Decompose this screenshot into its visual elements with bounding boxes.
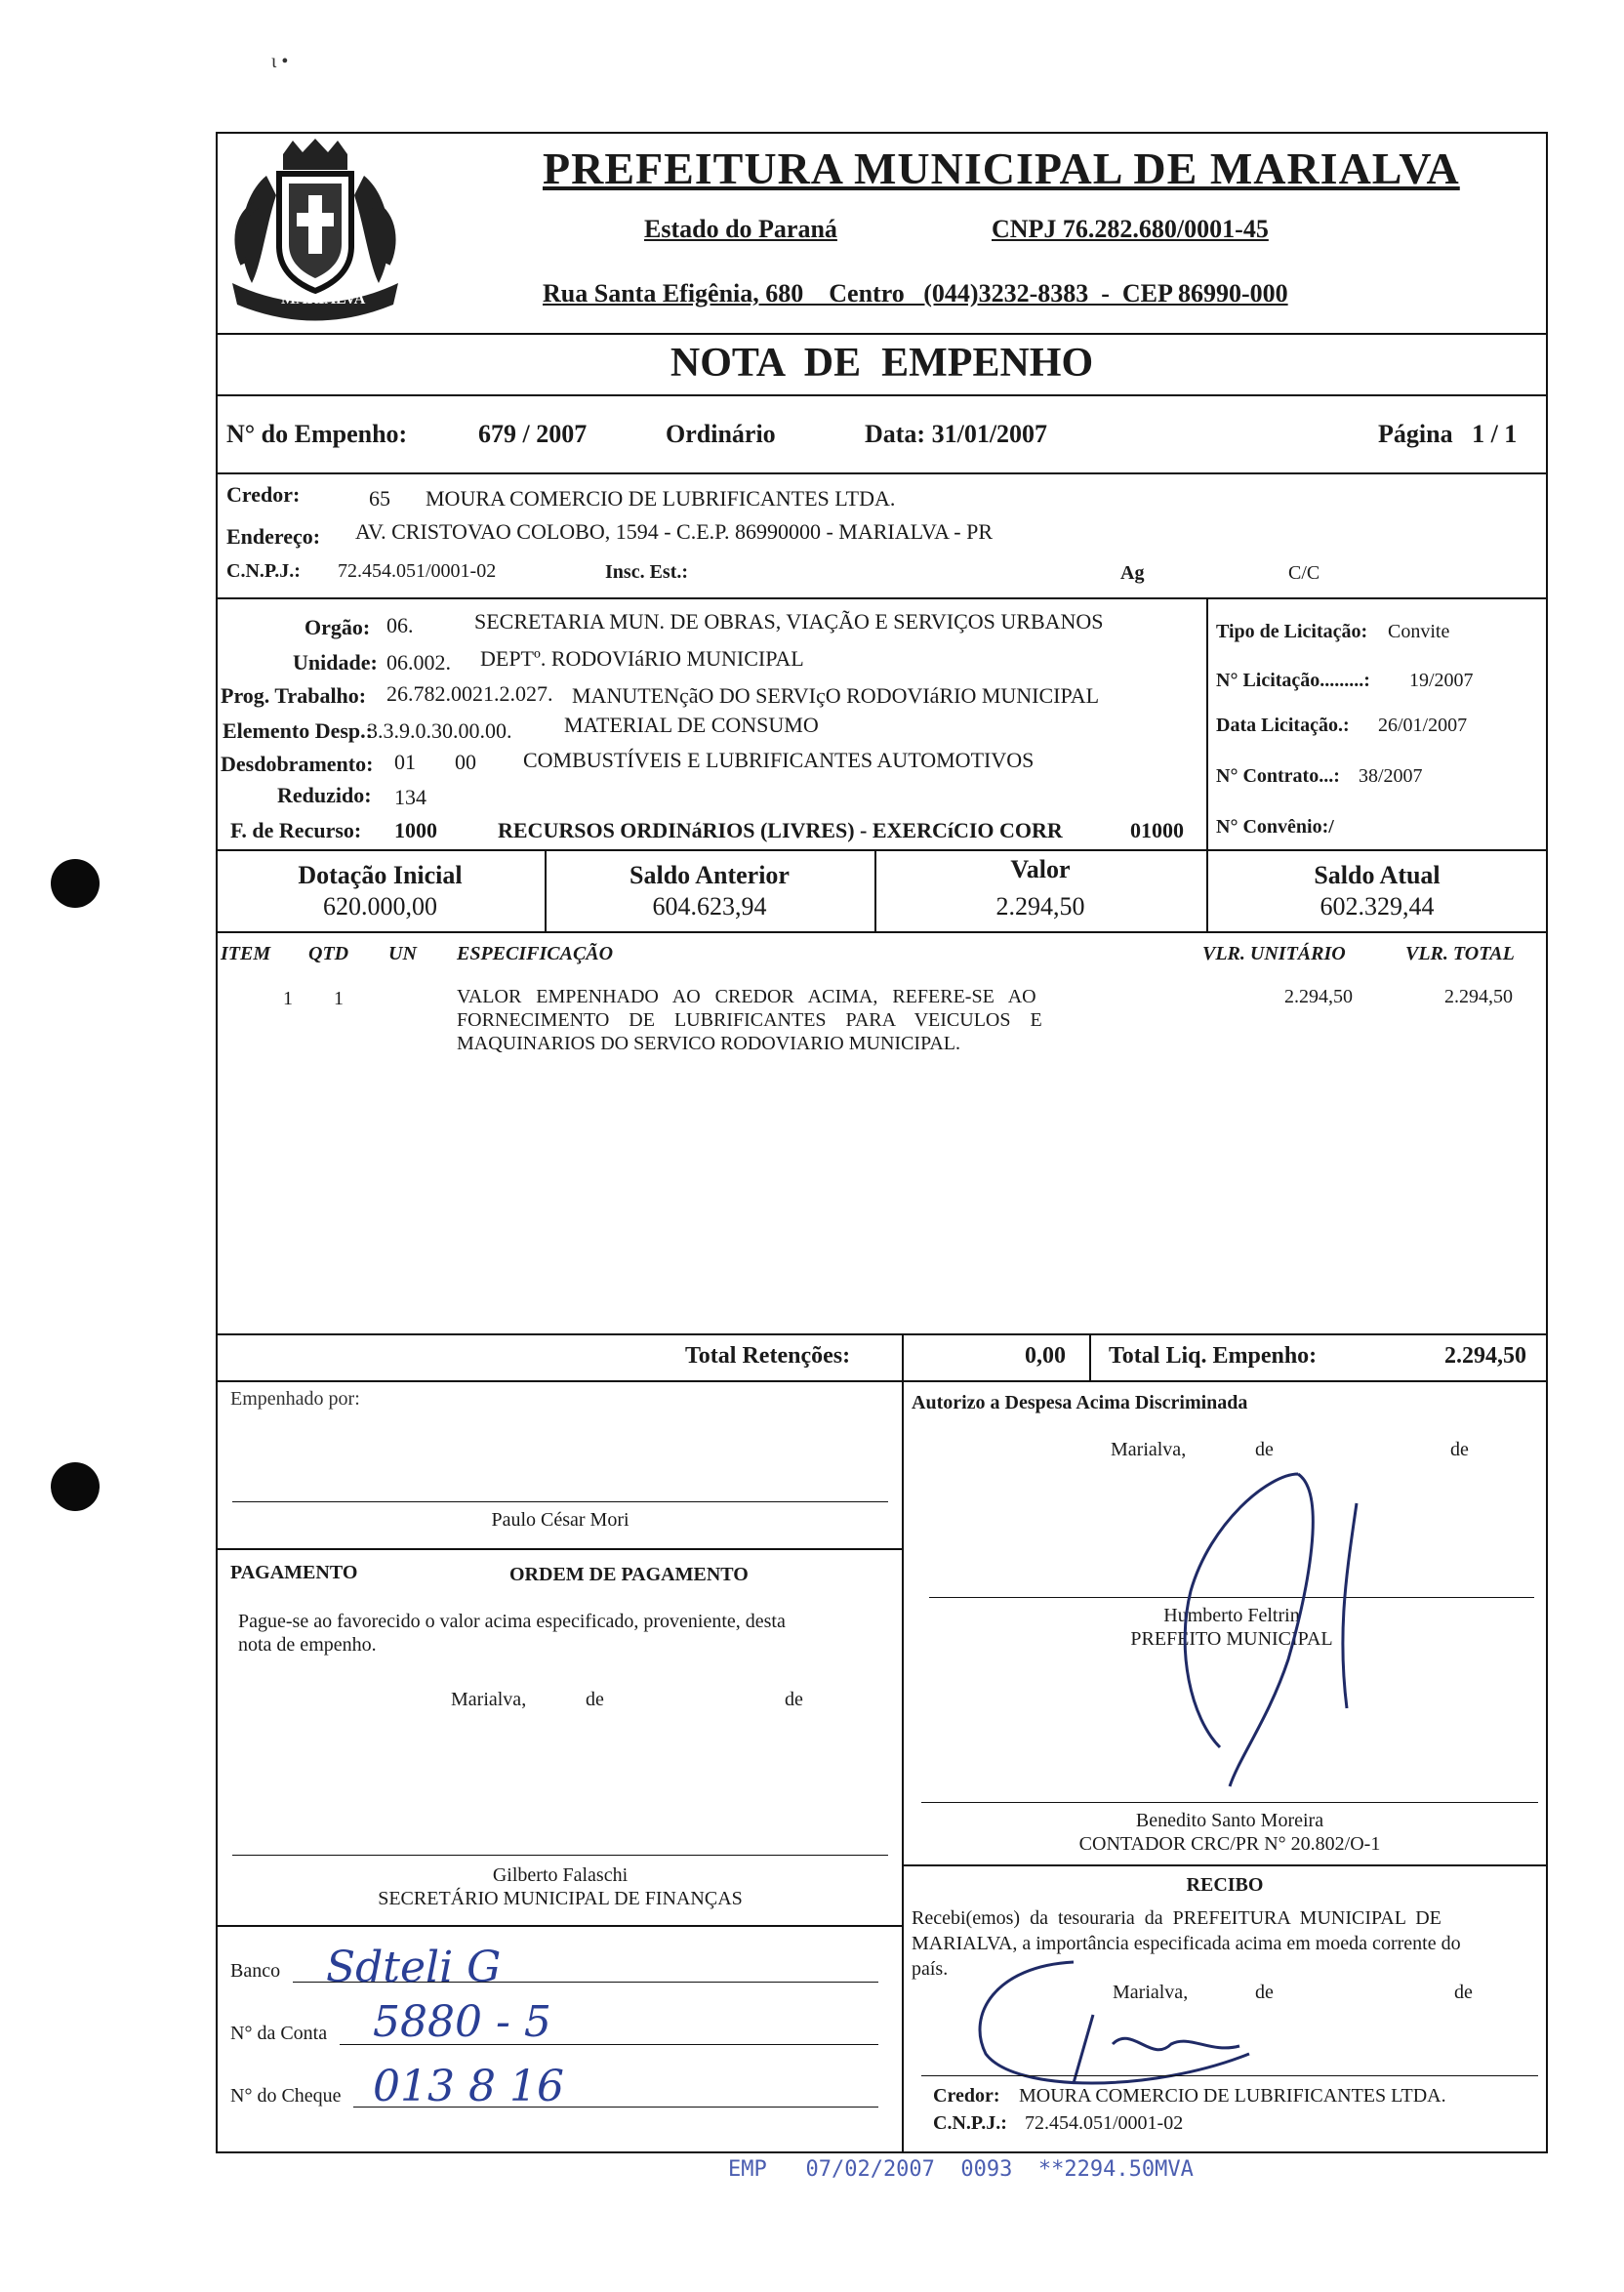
autorizo-de-1: de — [1255, 1439, 1274, 1460]
saldo-atual-label: Saldo Atual — [1314, 861, 1441, 889]
recurso-label: F. de Recurso: — [230, 818, 362, 842]
recibo-place: Marialva, — [1113, 1982, 1189, 2003]
convenio-label: N° Convênio:/ — [1216, 816, 1334, 838]
recurso-desc: RECURSOS ORDINáRIOS (LIVRES) - EXERCíCIO CORR — [498, 818, 1063, 842]
divider — [216, 849, 1548, 851]
elemento-label: Elemento Desp.: — [223, 718, 373, 743]
item-total-value: 2.294,50 — [1444, 986, 1513, 1007]
credor-label: Credor: — [226, 482, 301, 507]
recibo-signature — [956, 1956, 1308, 2093]
autorizo-place: Marialva, — [1111, 1439, 1187, 1460]
saldo-atual-value: 602.329,44 — [1320, 892, 1435, 921]
dotacao-inicial-label: Dotação Inicial — [298, 861, 463, 889]
prog-trabalho-code: 26.782.0021.2.027. — [386, 681, 553, 706]
orgao-desc: SECRETARIA MUN. DE OBRAS, VIAÇÃO E SERVIÇOS URBANOS — [474, 609, 1104, 634]
credor-cnpj-label: C.N.P.J.: — [226, 560, 301, 582]
recibo-text: país. — [912, 1958, 949, 1980]
recibo-credor-label: Credor: — [933, 2085, 1000, 2107]
pagamento-text: nota de empenho. — [238, 1634, 377, 1656]
recibo-de-1: de — [1255, 1982, 1274, 2003]
agency-label: Ag — [1120, 562, 1145, 584]
contrato-label: N° Contrato...: — [1216, 765, 1340, 787]
valor-label: Valor — [1010, 855, 1071, 883]
unidade-label: Unidade: — [293, 650, 378, 675]
licitacao-date-label: Data Licitação.: — [1216, 715, 1350, 736]
state-name: Estado do Paraná — [644, 215, 837, 243]
licitacao-date: 26/01/2007 — [1378, 715, 1468, 736]
credor-code: 65 — [369, 486, 390, 511]
divider — [216, 333, 1548, 335]
pagamento-text: Pague-se ao favorecido o valor acima especificado, proveniente, desta — [238, 1611, 786, 1632]
recurso-code: 1000 — [394, 818, 437, 842]
conta-label: N° da Conta — [230, 2023, 328, 2044]
signature-line — [921, 2075, 1538, 2076]
autorizo-de-2: de — [1450, 1439, 1469, 1460]
divider — [216, 597, 1548, 599]
processing-stamp: EMP 07/02/2007 0093 **2294.50MVA — [728, 2157, 1194, 2182]
signature-line — [921, 1802, 1538, 1803]
dotacao-inicial-value: 620.000,00 — [323, 892, 437, 921]
punch-hole-top — [51, 859, 100, 908]
page-title: PREFEITURA MUNICIPAL DE MARIALVA — [543, 143, 1460, 193]
empenho-type: Ordinário — [666, 420, 776, 448]
credor-cnpj: 72.454.051/0001-02 — [338, 560, 497, 582]
total-liquido-label: Total Liq. Empenho: — [1109, 1343, 1318, 1369]
credor-address: AV. CRISTOVAO COLOBO, 1594 - C.E.P. 86990000 - MARIALVA - PR — [355, 519, 993, 544]
prog-trabalho-desc: MANUTENçãO DO SERVIçO RODOVIáRIO MUNICIPAL — [572, 683, 1100, 708]
desdobramento-b: 00 — [455, 750, 476, 774]
item-qty: 1 — [334, 988, 344, 1009]
col-item: ITEM — [221, 943, 271, 964]
reduzido-value: 134 — [394, 785, 426, 809]
licitacao-number-label: N° Licitação.........: — [1216, 670, 1370, 691]
empenho-number: 679 / 2007 — [478, 420, 588, 448]
desdobramento-label: Desdobramento: — [221, 752, 374, 776]
col-unit-value: VLR. UNITÁRIO — [1202, 943, 1346, 964]
licitacao-type: Convite — [1388, 621, 1450, 642]
crest-ribbon-text: MARIALVA — [281, 291, 366, 307]
item-number: 1 — [283, 988, 293, 1009]
cheque-label: N° do Cheque — [230, 2085, 342, 2107]
total-retencoes-value: 0,00 — [1025, 1343, 1066, 1369]
contador-signer: Benedito Santo Moreira — [1135, 1810, 1324, 1831]
divider — [216, 394, 1548, 396]
item-unit-value: 2.294,50 — [1284, 986, 1353, 1007]
empenhado-signer: Paulo César Mori — [491, 1509, 629, 1531]
licitacao-type-label: Tipo de Licitação: — [1216, 621, 1368, 642]
pagamento-label: PAGAMENTO — [230, 1562, 358, 1583]
divider-vertical — [1206, 597, 1208, 849]
page-number: Página 1 / 1 — [1378, 420, 1518, 448]
divider — [902, 1864, 1548, 1866]
licitacao-number: 19/2007 — [1409, 670, 1474, 691]
autorizo-label: Autorizo a Despesa Acima Discriminada — [912, 1392, 1248, 1413]
recibo-cnpj-label: C.N.P.J.: — [933, 2112, 1007, 2134]
divider — [216, 1925, 902, 1927]
divider-vertical — [902, 1333, 904, 1380]
empenhado-label: Empenhado por: — [230, 1388, 360, 1410]
endereco-label: Endereço: — [226, 524, 321, 549]
saldo-anterior-label: Saldo Anterior — [629, 861, 790, 889]
insc-est-label: Insc. Est.: — [605, 561, 689, 583]
total-liquido-value: 2.294,50 — [1444, 1343, 1526, 1369]
recibo-credor-name: MOURA COMERCIO DE LUBRIFICANTES LTDA. — [1019, 2085, 1446, 2107]
punch-hole-bottom — [51, 1462, 100, 1511]
pagamento-place: Marialva, — [451, 1689, 527, 1710]
pagamento-signer: Gilberto Falaschi — [492, 1864, 629, 1886]
saldo-anterior-value: 604.623,94 — [652, 892, 767, 921]
col-qtd: QTD — [308, 943, 349, 964]
empenho-date: Data: 31/01/2007 — [865, 420, 1048, 448]
col-total-value: VLR. TOTAL — [1405, 943, 1515, 964]
desdobramento-a: 01 — [394, 750, 416, 774]
address-line: Rua Santa Efigênia, 680 Centro (044)3232-8383 - CEP 86990-000 — [543, 279, 1288, 307]
prefeito-signature — [1152, 1464, 1386, 1796]
divider — [216, 1333, 1548, 1335]
pagamento-de-2: de — [785, 1689, 803, 1710]
elemento-code: 3.3.9.0.30.00.00. — [367, 718, 512, 743]
desdobramento-desc: COMBUSTÍVEIS E LUBRIFICANTES AUTOMOTIVOS — [523, 748, 1035, 772]
unidade-code: 06.002. — [386, 650, 451, 675]
account-label: C/C — [1288, 562, 1320, 584]
signature-line — [232, 1501, 888, 1502]
total-retencoes-label: Total Retenções: — [685, 1343, 851, 1369]
divider-vertical — [902, 1380, 904, 2153]
ordem-pagamento-label: ORDEM DE PAGAMENTO — [509, 1564, 749, 1585]
elemento-desc: MATERIAL DE CONSUMO — [564, 713, 819, 737]
recurso-number: 01000 — [1130, 818, 1184, 842]
contrato-number: 38/2007 — [1359, 765, 1423, 787]
recibo-text: Recebi(emos) da tesouraria da PREFEITURA MUNICIPAL DE — [912, 1907, 1441, 1929]
autorizo-signer: Humberto Feltrin — [1163, 1605, 1300, 1626]
credor-name: MOURA COMERCIO DE LUBRIFICANTES LTDA. — [426, 486, 896, 511]
cheque-handwritten: 013 8 16 — [373, 2062, 564, 2111]
prog-trabalho-label: Prog. Trabalho: — [221, 683, 367, 708]
unidade-desc: DEPTº. RODOVIáRIO MUNICIPAL — [480, 646, 804, 671]
divider — [216, 472, 1548, 474]
divider — [216, 1380, 1548, 1382]
pagamento-signer-role: SECRETÁRIO MUNICIPAL DE FINANÇAS — [378, 1888, 743, 1909]
valor-value: 2.294,50 — [995, 892, 1085, 921]
banco-handwritten: Sdteli G — [326, 1943, 502, 1992]
item-spec-line: FORNECIMENTO DE LUBRIFICANTES PARA VEICULOS E — [457, 1009, 1042, 1031]
municipal-crest — [223, 137, 408, 332]
autorizo-signer-role: PREFEITO MUNICIPAL — [1130, 1628, 1333, 1650]
scan-marks: ι • — [271, 51, 289, 72]
empenho-number-label: N° do Empenho: — [226, 420, 408, 448]
banco-label: Banco — [230, 1960, 281, 1982]
divider — [216, 931, 1548, 933]
divider-vertical — [1089, 1333, 1091, 1380]
conta-handwritten: 5880 - 5 — [373, 1997, 551, 2047]
divider — [216, 1548, 902, 1550]
orgao-code: 06. — [386, 613, 414, 637]
recibo-text: MARIALVA, a importância especificada acima em moeda corrente do — [912, 1933, 1461, 1954]
contador-signer-role: CONTADOR CRC/PR N° 20.802/O-1 — [1078, 1833, 1381, 1855]
orgao-label: Orgão: — [304, 615, 371, 639]
item-spec-line: MAQUINARIOS DO SERVICO RODOVIARIO MUNICIPAL. — [457, 1033, 961, 1054]
col-especificacao: ESPECIFICAÇÃO — [457, 943, 614, 964]
recibo-title: RECIBO — [1186, 1874, 1264, 1896]
recibo-cnpj: 72.454.051/0001-02 — [1025, 2112, 1184, 2134]
pagamento-de-1: de — [586, 1689, 604, 1710]
reduzido-label: Reduzido: — [277, 783, 372, 807]
document-title: NOTA DE EMPENHO — [670, 341, 1094, 386]
cnpj-header: CNPJ 76.282.680/0001-45 — [992, 215, 1269, 243]
item-spec-line: VALOR EMPENHADO AO CREDOR ACIMA, REFERE-SE AO — [457, 986, 1036, 1007]
col-un: UN — [388, 943, 417, 964]
signature-line — [232, 1855, 888, 1856]
recibo-de-2: de — [1454, 1982, 1473, 2003]
